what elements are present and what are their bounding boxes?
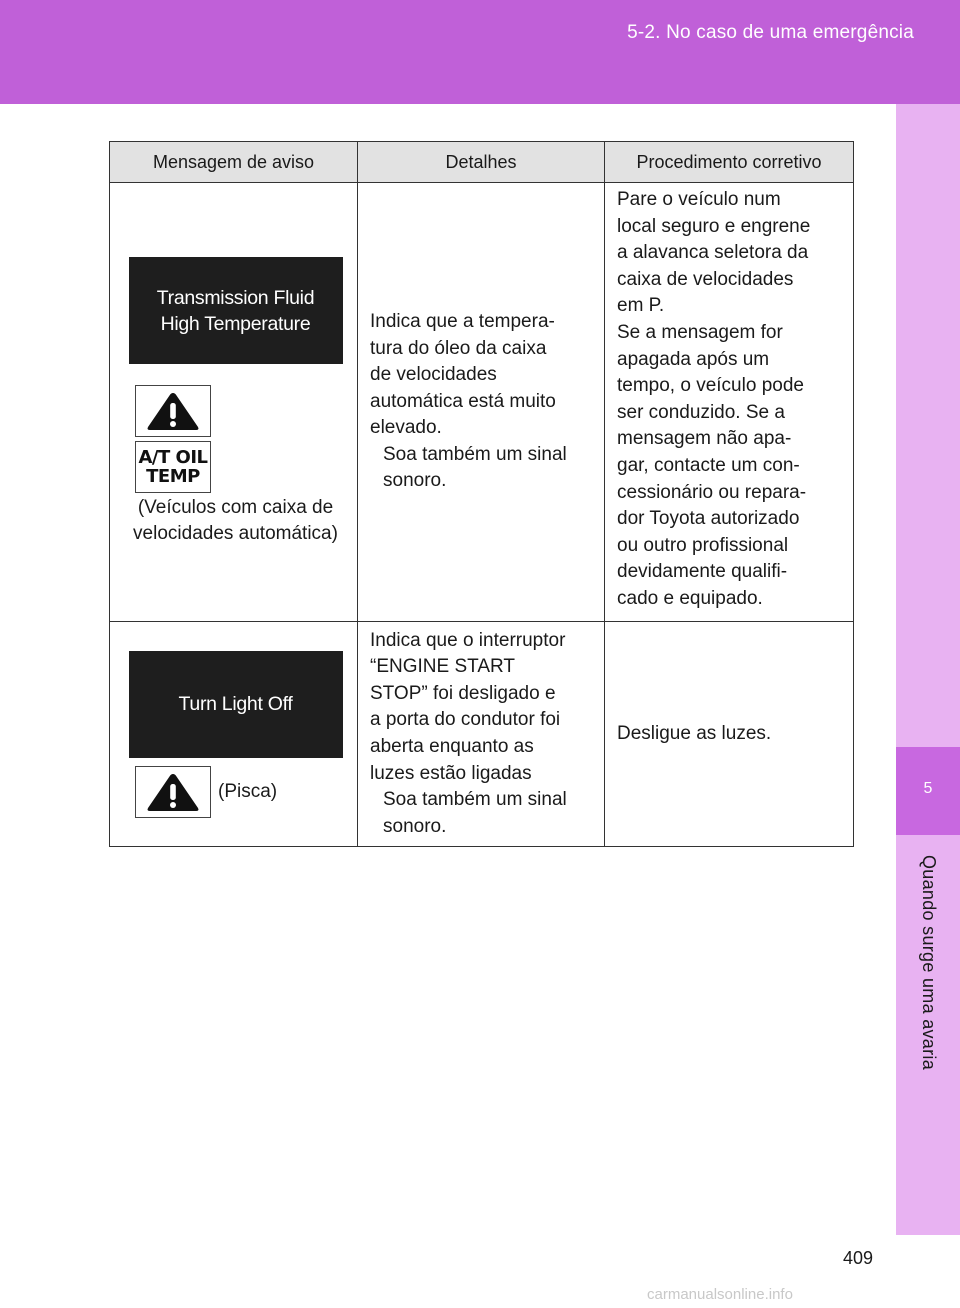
caption-line: (Veículos com caixa de: [137, 497, 334, 518]
procedure-text: Desligue as luzes.: [617, 722, 772, 744]
chapter-number: 5: [923, 780, 933, 797]
display-message-screen: [129, 257, 343, 364]
at-oil-temp-icon: [135, 441, 211, 493]
display-message-screen: [129, 651, 343, 758]
procedure-cell: [605, 622, 854, 847]
details-note: Soa também um sinal sonoro.: [383, 443, 567, 492]
sidebar-tab-background: [896, 104, 960, 747]
watermark: carmanualsonline.info: [647, 1286, 793, 1303]
details-note: Soa também um sinal sonoro.: [383, 789, 567, 837]
details-cell: [358, 622, 605, 847]
message-caption: (Pisca): [218, 780, 278, 802]
display-message-line: Transmission Fluid: [156, 286, 315, 309]
icon-text: TEMP: [146, 466, 200, 487]
table-header-row: [110, 142, 854, 183]
warning-messages-table: [109, 141, 854, 847]
section-title: 5-2. No caso de uma emergência: [627, 22, 914, 43]
caption-line: velocidades automática): [133, 523, 338, 544]
icon-text: A/T OIL: [138, 447, 208, 468]
warning-message-cell: [110, 183, 358, 622]
column-header: Mensagem de aviso: [110, 142, 358, 183]
warning-triangle-icon-box: [135, 385, 211, 437]
header-bar: [0, 0, 960, 104]
details-text: Indica que o interruptor “ENGINE START STOP” foi desligado e a porta do condutor foi aberta enquanto as luzes estão ligadas: [370, 629, 566, 784]
column-header: Detalhes: [358, 142, 605, 183]
details-cell: [358, 183, 605, 622]
warning-triangle-icon: [144, 771, 202, 813]
details-text: Indica que a tempera- tura do óleo da caixa de velocidades automática está muito elevado.: [370, 310, 556, 439]
warning-message-cell: [110, 622, 358, 847]
display-message-line: High Temperature: [160, 312, 311, 335]
message-caption: [122, 495, 349, 547]
chapter-title: Quando surge uma avaria: [919, 855, 939, 1071]
display-message-line: Turn Light Off: [178, 693, 293, 715]
procedure-text: Pare o veículo num local seguro e engrene a alavanca seletora da caixa de velocidades em P. Se a mensagem for apagada após um tempo, o veículo pode ser conduzido. Se a mensagem não apa- gar, contacte um con- cessionário ou repara- dor Toyota autorizado ou outro profissional devidamente qualifi- cado e equipado.: [617, 189, 811, 609]
warning-triangle-icon-box: [135, 766, 211, 818]
warning-triangle-icon: [144, 390, 202, 432]
page-number: 409: [843, 1248, 874, 1268]
column-header: Procedimento corretivo: [605, 142, 854, 183]
table-row: [110, 183, 854, 622]
table-row: [110, 622, 854, 847]
procedure-cell: [605, 183, 854, 622]
